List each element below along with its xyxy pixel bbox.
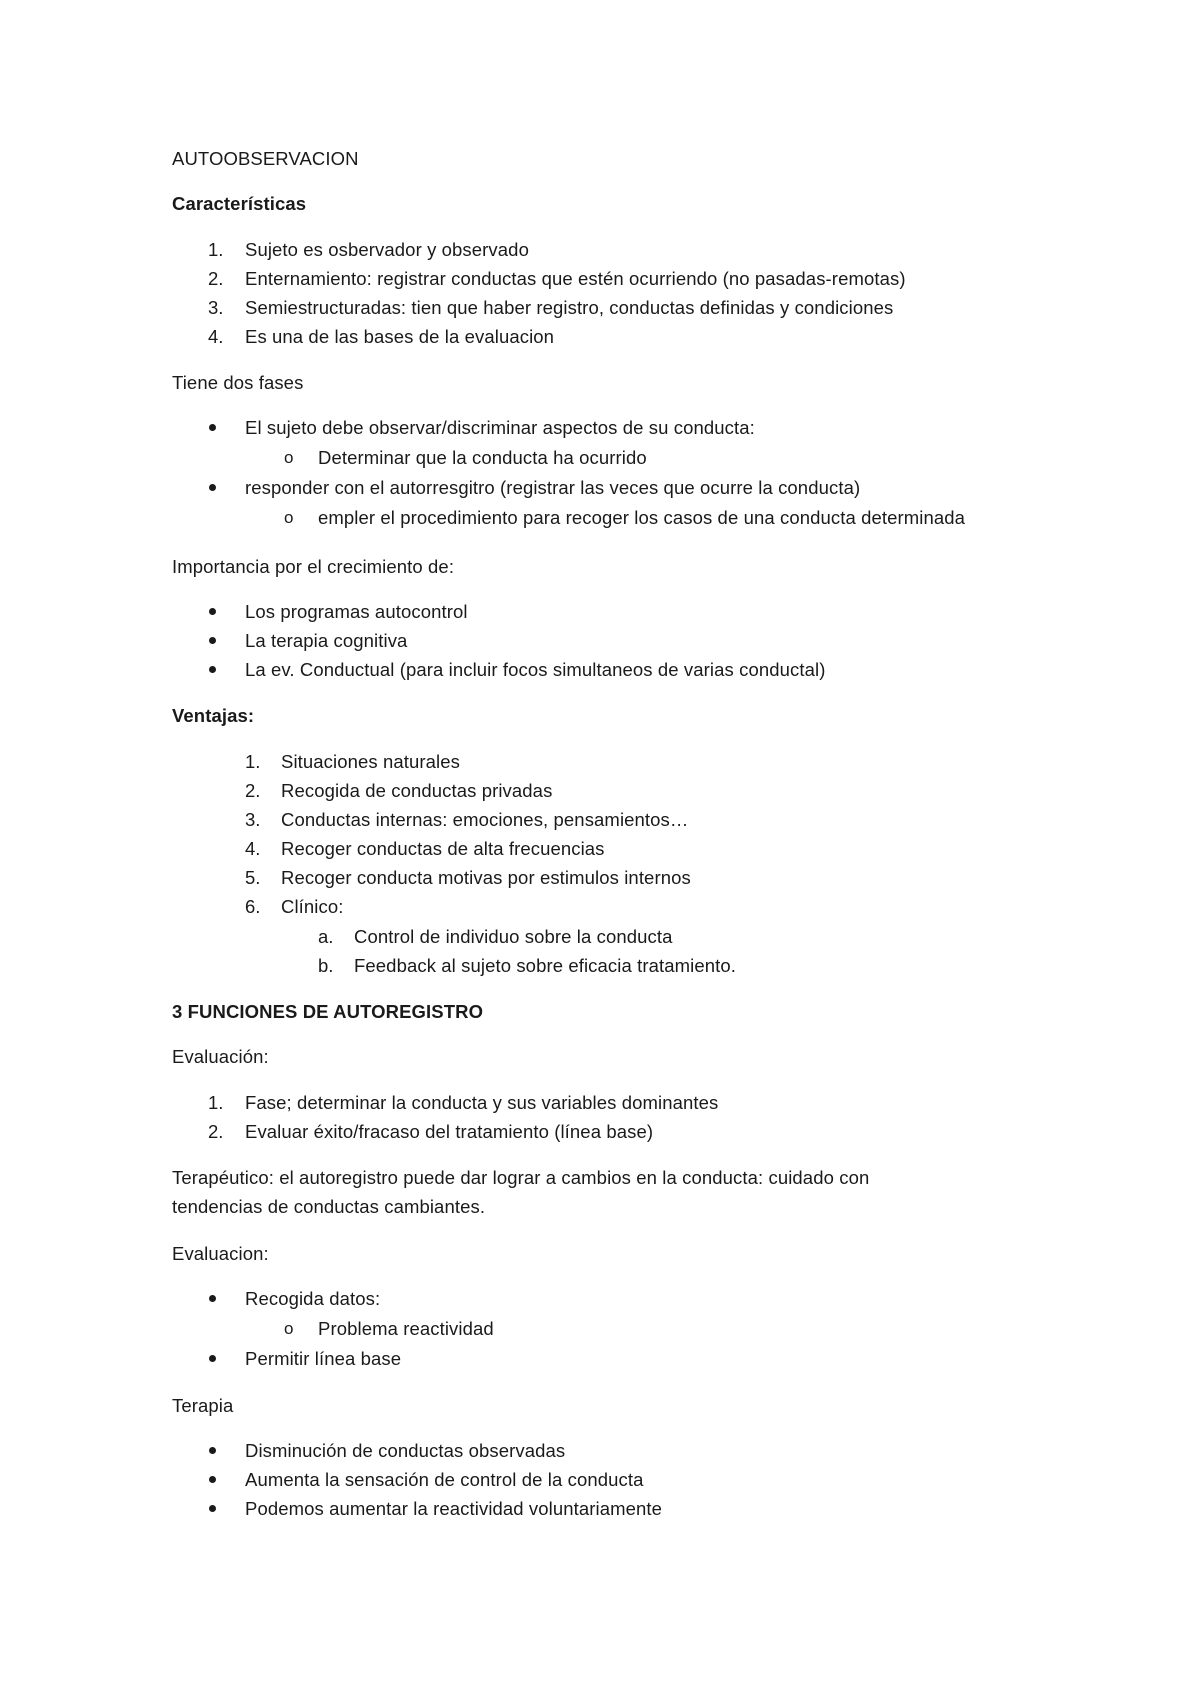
bullet-icon [209, 637, 216, 644]
list-item: responder con el autorresgitro (registrar las veces que ocurre la conducta) [245, 477, 861, 498]
paragraph-terapeutico-continued: tendencias de conductas cambiantes. [172, 1196, 486, 1217]
circle-bullet-icon: o [284, 508, 294, 527]
bullet-icon [209, 1355, 216, 1362]
list-marker: 4. [245, 838, 261, 859]
bullet-icon [209, 484, 216, 491]
section-heading-funciones: 3 FUNCIONES DE AUTOREGISTRO [172, 1001, 484, 1022]
paragraph-terapeutico: Terapéutico: el autoregistro puede dar lograr a cambios en la conducta: cuidado con [172, 1167, 870, 1188]
section-heading-fases: Tiene dos fases [172, 372, 304, 393]
section-heading-evaluacion: Evaluacion: [172, 1243, 269, 1264]
list-item: Es una de las bases de la evaluacion [245, 326, 555, 347]
list-marker: 5. [245, 867, 261, 888]
list-item: Aumenta la sensación de control de la conducta [245, 1469, 644, 1490]
list-item: Recoger conductas de alta frecuencias [281, 838, 605, 859]
bullet-icon [209, 1295, 216, 1302]
bullet-icon [209, 424, 216, 431]
list-item: Recogida de conductas privadas [281, 780, 553, 801]
list-subitem: Feedback al sujeto sobre eficacia tratamiento. [354, 955, 736, 976]
section-heading-terapia: Terapia [172, 1395, 234, 1416]
document-title: AUTOOBSERVACION [172, 148, 359, 169]
list-item: Enternamiento: registrar conductas que estén ocurriendo (no pasadas-remotas) [245, 268, 906, 289]
list-item: Conductas internas: emociones, pensamientos… [281, 809, 689, 830]
bullet-icon [209, 1476, 216, 1483]
list-item: La ev. Conductual (para incluir focos simultaneos de varias conductal) [245, 659, 826, 680]
list-marker: b. [318, 955, 334, 976]
list-subitem: empler el procedimiento para recoger los casos de una conducta determinada [318, 507, 966, 528]
list-subitem: Problema reactividad [318, 1318, 494, 1339]
list-marker: 3. [208, 297, 224, 318]
list-item: Podemos aumentar la reactividad voluntariamente [245, 1498, 663, 1519]
list-item: Situaciones naturales [281, 751, 460, 772]
bullet-icon [209, 1505, 216, 1512]
bullet-icon [209, 608, 216, 615]
list-item: La terapia cognitiva [245, 630, 408, 651]
list-item: Sujeto es osbervador y observado [245, 239, 529, 260]
list-marker: 6. [245, 896, 261, 917]
list-item: Los programas autocontrol [245, 601, 468, 622]
section-heading-importancia: Importancia por el crecimiento de: [172, 556, 455, 577]
list-marker: 1. [208, 239, 224, 260]
list-marker: 2. [208, 268, 224, 289]
list-item: Evaluar éxito/fracaso del tratamiento (línea base) [245, 1121, 654, 1142]
subsection-heading-evaluacion: Evaluación: [172, 1046, 269, 1067]
list-item: El sujeto debe observar/discriminar aspectos de su conducta: [245, 417, 755, 438]
list-item: Disminución de conductas observadas [245, 1440, 566, 1461]
list-subitem: Determinar que la conducta ha ocurrido [318, 447, 647, 468]
list-item: Fase; determinar la conducta y sus variables dominantes [245, 1092, 719, 1113]
bullet-icon [209, 1447, 216, 1454]
list-subitem: Control de individuo sobre la conducta [354, 926, 673, 947]
circle-bullet-icon: o [284, 448, 294, 467]
list-marker: 1. [245, 751, 261, 772]
section-heading-ventajas: Ventajas: [172, 705, 255, 726]
list-marker: 1. [208, 1092, 224, 1113]
list-item: Recoger conducta motivas por estimulos internos [281, 867, 691, 888]
list-item: Clínico: [281, 896, 344, 917]
list-marker: a. [318, 926, 334, 947]
list-item: Semiestructuradas: tien que haber registro, conductas definidas y condiciones [245, 297, 894, 318]
list-item: Permitir línea base [245, 1348, 402, 1369]
list-marker: 4. [208, 326, 224, 347]
section-heading-caracteristicas: Características [172, 193, 307, 214]
list-marker: 2. [208, 1121, 224, 1142]
circle-bullet-icon: o [284, 1319, 294, 1338]
list-marker: 2. [245, 780, 261, 801]
bullet-icon [209, 666, 216, 673]
list-marker: 3. [245, 809, 261, 830]
list-item: Recogida datos: [245, 1288, 381, 1309]
